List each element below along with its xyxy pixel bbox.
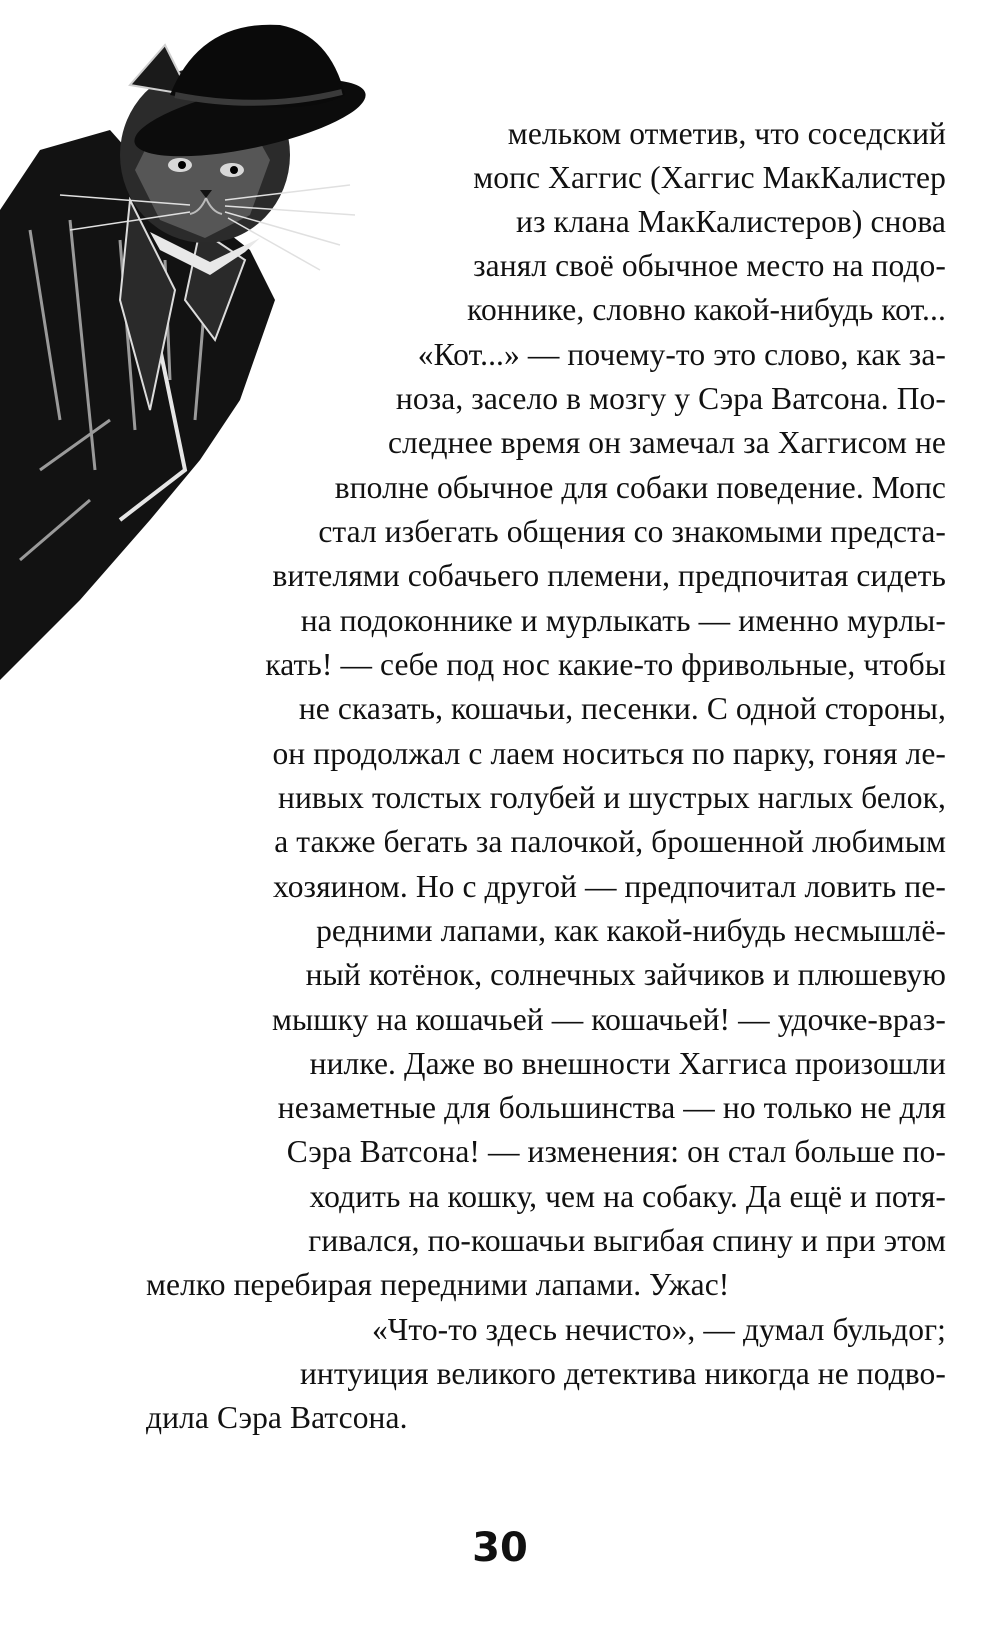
text-line: он продолжал с лаем носиться по парку, гоняя ле-	[272, 736, 946, 771]
text-line: «Что-то здесь нечисто», — думал бульдог;	[371, 1312, 946, 1347]
text-line: хозяином. Но с другой — предпочитал ловить пе-	[273, 869, 946, 904]
text-line: коннике, словно какой-нибудь кот...	[467, 292, 946, 327]
text-line: гивался, по-кошачьи выгибая спину и при этом	[308, 1223, 946, 1258]
text-line: дила Сэра Ватсона.	[146, 1400, 408, 1435]
text-line: мельком отметив, что соседский	[507, 116, 946, 151]
text-line: интуиция великого детектива никогда не подво-	[299, 1356, 946, 1391]
text-line: незаметные для большинства — но только не для	[277, 1090, 946, 1125]
text-line: вителями собачьего племени, предпочитая сидеть	[272, 558, 946, 593]
text-line: мышку на кошачьей — кошачьей! — удочке-враз-	[272, 1002, 946, 1037]
text-line: мопс Хаггис (Хаггис МакКалистер	[473, 160, 946, 195]
text-line: ходить на кошку, чем на собаку. Да ещё и потя-	[309, 1179, 946, 1214]
text-line: мелко перебирая передними лапами. Ужас!	[146, 1267, 730, 1302]
text-line: редними лапами, как какой-нибудь несмышлё-	[316, 913, 946, 948]
text-line: нивых толстых голубей и шустрых наглых белок,	[278, 780, 946, 815]
page-number: 30	[472, 1525, 528, 1571]
text-line: «Кот...» — почему-то это слово, как за-	[417, 337, 946, 372]
text-line: ноза, засело в мозгу у Сэра Ватсона. По-	[395, 381, 946, 416]
text-line: на подоконнике и мурлыкать — именно мурлы-	[300, 603, 946, 638]
text-line: стал избегать общения со знакомыми предста-	[318, 514, 946, 549]
text-line: Сэра Ватсона! — изменения: он стал больше по-	[286, 1134, 946, 1169]
text-line: а также бегать за палочкой, брошенной любимым	[274, 824, 946, 859]
text-line: из клана МакКалистеров) снова	[515, 204, 946, 239]
text-line: следнее время он замечал за Хаггисом не	[387, 425, 946, 460]
text-line: не сказать, кошачьи, песенки. С одной стороны,	[298, 691, 946, 726]
text-line: занял своё обычное место на подо-	[473, 248, 946, 283]
text-line: ный котёнок, солнечных зайчиков и плюшевую	[305, 957, 946, 992]
text-line: нилке. Даже во внешности Хаггиса произошли	[309, 1046, 946, 1081]
text-line: кать! — себе под нос какие-то фривольные, чтобы	[265, 647, 946, 682]
text-line: вполне обычное для собаки поведение. Мопс	[334, 470, 946, 505]
